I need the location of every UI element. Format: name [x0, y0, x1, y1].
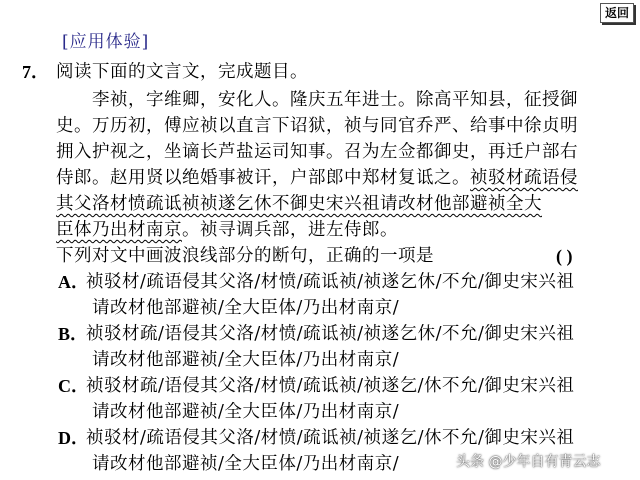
option-letter: A． [58, 272, 89, 292]
option-b-line2: 请改材他部避祯/全大臣体/乃出材南京/ [92, 350, 400, 370]
watermark-text: 头条 @少年自有青云志 [456, 454, 601, 470]
passage-line: 李祯，字维卿，安化人。隆庆五年进士。除高平知县，征授御 [92, 90, 578, 110]
wavy-underlined-text: 臣体乃出材南京 [56, 220, 182, 240]
option-letter: D． [58, 428, 89, 448]
passage-line: 史。万历初，傅应祯以直言下诏狱，祯与同官乔严、给事中徐贞明 [56, 116, 578, 136]
option-c-line1: 祯驳材疏/语侵其父洛/材愤/疏诋祯/祯遂乞/休不允/御史宋兴祖 [86, 376, 575, 396]
passage-line [56, 166, 578, 190]
option-d-line2: 请改材他部避祯/全大臣体/乃出材南京/ [92, 454, 400, 474]
passage-line: 拥入护视之，坐谪长芦盐运司知事。召为左佥都御史，再迁户部右 [56, 142, 578, 162]
option-a-line2: 请改材他部避祯/全大臣体/乃出材南京/ [92, 298, 400, 318]
option-a-line1: 祯驳材/疏语侵其父洛/材愤/疏诋祯/祯遂乞休/不允/御史宋兴祖 [86, 272, 575, 292]
answer-bracket: ( ) [556, 246, 573, 266]
wavy-underlined-text: 其父洛材愤疏诋祯祯遂乞休不御史宋兴祖请改材他部避祯全大 [56, 194, 542, 214]
option-letter: B． [58, 324, 89, 344]
back-button[interactable]: 返回 [600, 3, 634, 23]
wavy-underlined-text: 祯驳材疏语侵 [470, 168, 578, 188]
question-prompt: 下列对文中画波浪线部分的断句，正确的一项是 [56, 246, 434, 266]
question-stem: 阅读下面的文言文，完成题目。 [56, 62, 308, 82]
passage-line [56, 192, 542, 216]
passage-text: 侍郎。赵用贤以绝婚事被讦，户部郎中郑材复诋之。 [56, 168, 470, 188]
passage-text: 。祯寻调兵部，进左侍郎。 [182, 220, 398, 240]
option-c-line2: 请改材他部避祯/全大臣体/乃出材南京/ [92, 402, 400, 422]
option-b-line1: 祯驳材疏/语侵其父洛/材愤/疏诋祯/祯遂乞休/不允/御史宋兴祖 [86, 324, 575, 344]
question-number: 7． [22, 62, 49, 82]
option-letter: C． [58, 376, 89, 396]
passage-line [56, 218, 398, 242]
section-title: [应用体验] [62, 32, 150, 52]
option-d-line1: 祯驳材/疏语侵其父洛/材愤/疏诋祯/祯遂乞/休不允/御史宋兴祖 [86, 428, 575, 448]
